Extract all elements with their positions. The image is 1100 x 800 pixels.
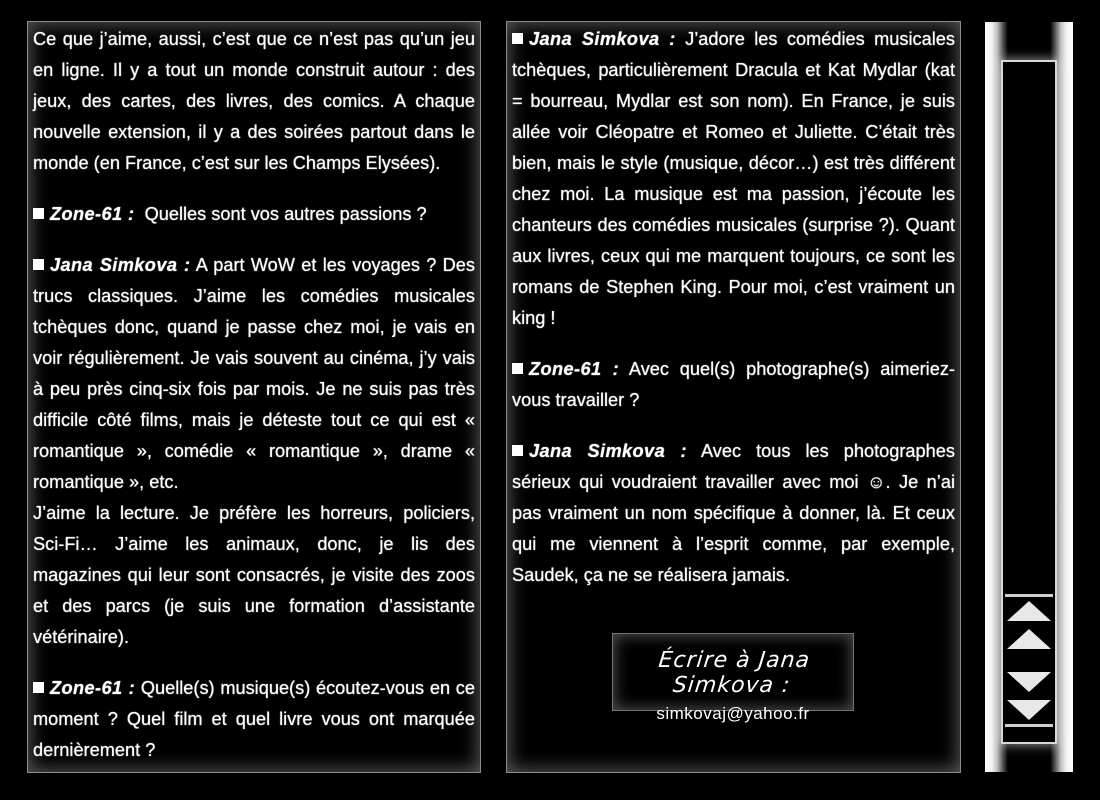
answer-music bbox=[512, 24, 955, 334]
answer-passions-continued: J’aime la lecture. Je préfère les horreurs, policiers, Sci-Fi… J’aime les animaux, donc, je lis des magazines qui leur sont consacrés, je visite des zoos et des parcs (je suis une formation d’assistante vétérinaire). bbox=[33, 503, 475, 647]
answer-text: Avec tous les photographes sérieux qui voudraient travailler avec moi ☺. Je n’ai pas vraiment un nom spécifique à donner, là. Et ceux qui me viennent à l’esprit comme, par exemple, Saudek, ça ne se réalisera jamais. bbox=[512, 441, 955, 585]
bullet-square-icon bbox=[33, 259, 44, 270]
speaker-label: Zone-61 : bbox=[529, 359, 620, 379]
scroll-down-button[interactable] bbox=[1005, 668, 1053, 696]
speaker-label: Jana Simkova : bbox=[50, 255, 191, 275]
speaker-label: Jana Simkova : bbox=[529, 29, 676, 49]
bullet-square-icon bbox=[512, 445, 523, 456]
left-text-column bbox=[28, 22, 480, 772]
arrow-up-icon bbox=[1007, 601, 1051, 621]
question-photographer bbox=[512, 354, 955, 416]
speaker-label: Jana Simkova : bbox=[529, 441, 687, 461]
scroll-up-fast-button[interactable] bbox=[1005, 597, 1053, 625]
question-text: Avec quel(s) photographe(s) aimeriez-vous travailler ? bbox=[512, 359, 955, 410]
answer-text: J’adore les comédies musicales tchèques, particulièrement Dracula et Kat Mydlar (kat = bourreau, Mydlar est son nom). En France, je suis allée voir Cléopatre et Romeo et Juliette. C’était très bien, mais le style (musique, décor…) est très différent chez moi. La musique est ma passion, j’écoute les chanteurs des comédies musicales (surprise ?). Quant aux livres, ceux qui me marquent toujours, ce sont les romans de Stephen King. Pour moi, c’est vraiment un king ! bbox=[512, 29, 955, 328]
question-music bbox=[33, 673, 475, 766]
speaker-label: Zone-61 : bbox=[50, 678, 136, 698]
speaker-label: Zone-61 : bbox=[50, 204, 135, 224]
answer-photographer bbox=[512, 436, 955, 591]
arrow-down-icon bbox=[1007, 672, 1051, 692]
intro-paragraph: Ce que j’aime, aussi, c’est que ce n’est pas qu’un jeu en ligne. Il y a tout un monde construit autour : des jeux, des cartes, des livres, des comics. A chaque nouvelle extension, il y a des soirées partout dans le monde (en France, c’est sur les Champs Elysées). bbox=[33, 29, 475, 173]
right-text-column bbox=[507, 22, 960, 772]
scroll-down-fast-button[interactable] bbox=[1005, 696, 1053, 724]
arrow-down-icon bbox=[1007, 700, 1051, 720]
email-title: Écrire à Jana Simkova : bbox=[657, 648, 812, 698]
bullet-square-icon bbox=[512, 33, 523, 44]
scroll-divider bbox=[1005, 724, 1053, 727]
scroll-up-button[interactable] bbox=[1005, 625, 1053, 653]
question-text: Quelle(s) musique(s) écoutez-vous en ce moment ? Quel film et quel livre vous ont marquée dernièrement ? bbox=[33, 678, 476, 760]
answer-passions bbox=[33, 250, 475, 498]
bullet-square-icon bbox=[33, 682, 44, 693]
email-contact-box bbox=[613, 634, 853, 723]
arrow-up-icon bbox=[1007, 629, 1051, 649]
answer-text: A part WoW et les voyages ? Des trucs classiques. J’aime les comédies musicales tchèques donc, quand je passe chez moi, je vais en voir régulièrement. Je vais souvent au cinéma, j’y vais à peu près cinq-six fois par mois. Je ne suis pas très difficile côté films, mais je déteste tout ce qui est « romantique », comédie « romantique », drame « romantique », etc. bbox=[33, 255, 476, 492]
bullet-square-icon bbox=[33, 208, 44, 219]
email-link[interactable]: simkovaj@yahoo.fr bbox=[656, 704, 810, 723]
question-passions bbox=[33, 199, 475, 230]
question-text: Quelles sont vos autres passions ? bbox=[144, 204, 427, 224]
bullet-square-icon bbox=[512, 363, 523, 374]
scrollbar[interactable] bbox=[985, 22, 1073, 772]
